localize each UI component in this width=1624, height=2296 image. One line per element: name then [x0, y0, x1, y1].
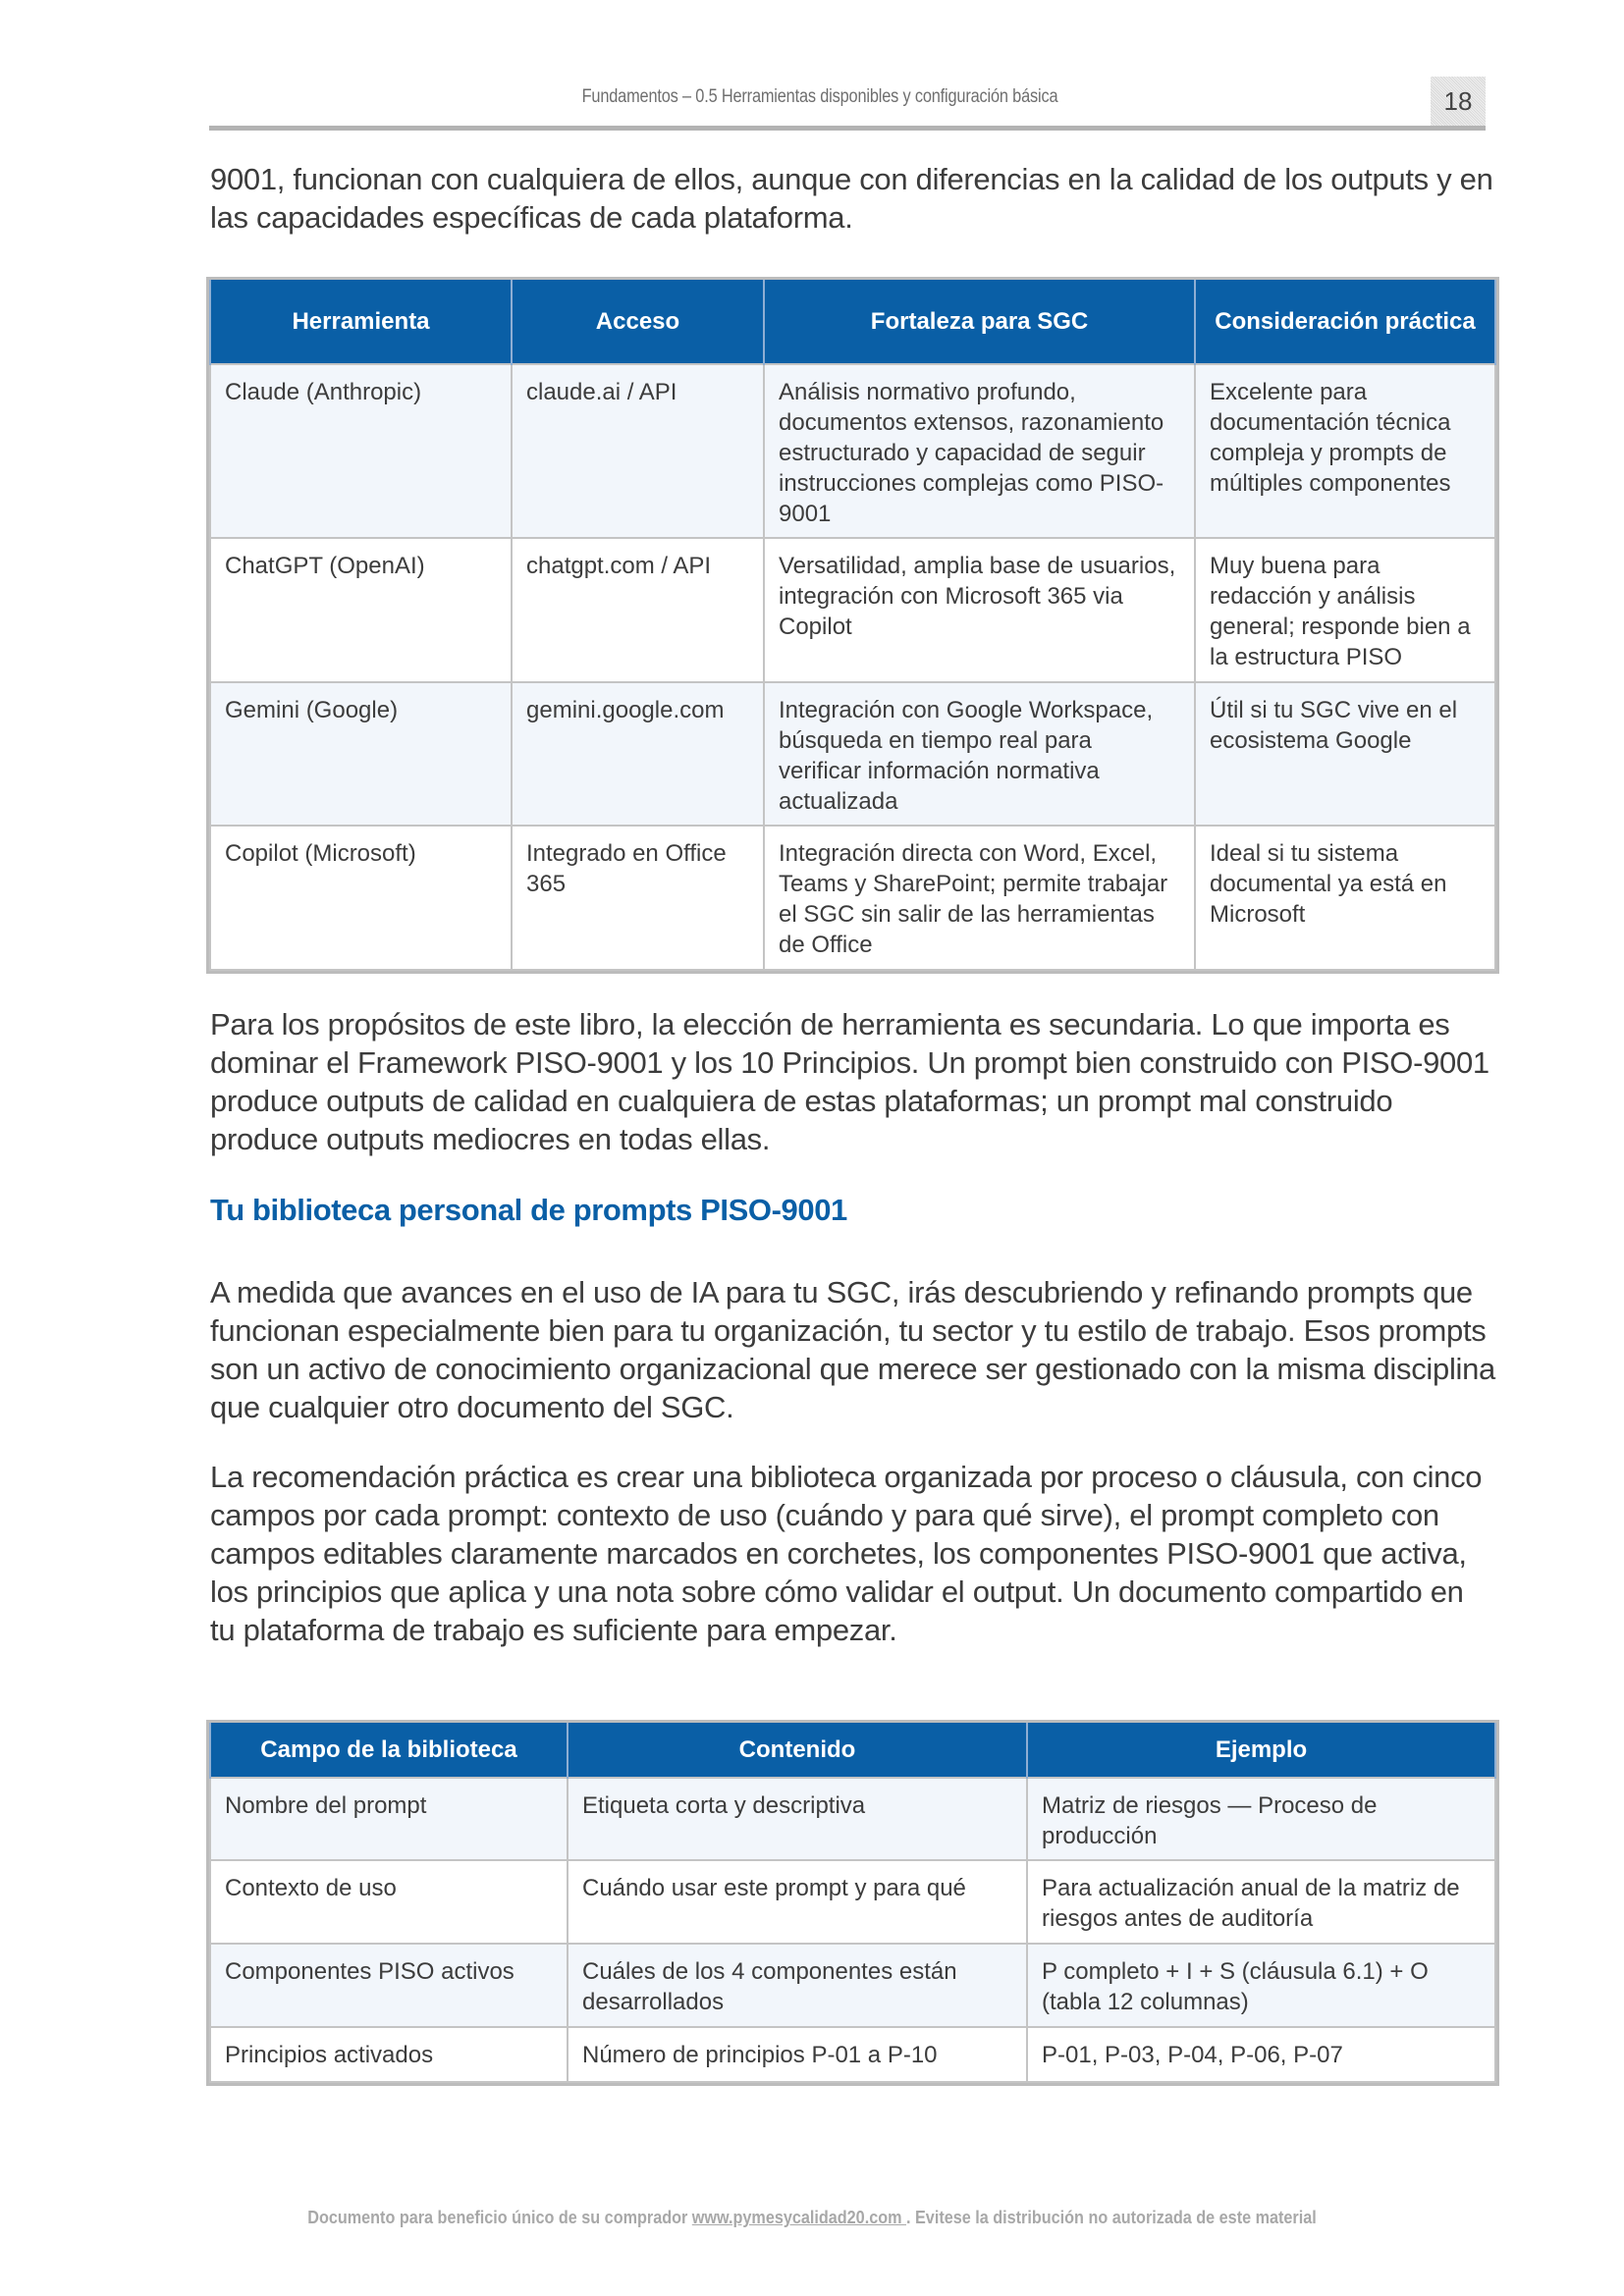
table-header-row [210, 280, 1495, 364]
paragraph-tool-choice: Para los propósitos de este libro, la elección de herramienta es secundaria. Lo que importa es dominar el Framework PISO-9001 y los 10 Principios. Un prompt bien construido con PISO-9001 produce outputs de calidad en cualquiera de estas plataformas; un prompt mal construido produce outputs mediocres en todas ellas. [210, 1007, 1489, 1156]
cell-strength: Versatilidad, amplia base de usuarios, integración con Microsoft 365 via Copilot [764, 538, 1195, 682]
column-header-ejemplo: Ejemplo [1027, 1723, 1495, 1778]
cell-tool: Gemini (Google) [210, 682, 512, 826]
cell-strength: Integración con Google Workspace, búsqueda en tiempo real para verificar información normativa actualizada [764, 682, 1195, 826]
header-divider [209, 126, 1486, 131]
cell-content: Etiqueta corta y descriptiva [568, 1778, 1027, 1860]
cell-field: Componentes PISO activos [210, 1944, 568, 2027]
column-header-campo: Campo de la biblioteca [210, 1723, 568, 1778]
table-row [210, 682, 1495, 826]
table-row [210, 2027, 1495, 2082]
page-number: 18 [1431, 77, 1486, 126]
running-header-title: Fundamentos – 0.5 Herramientas disponibles y configuración básica [581, 86, 1058, 107]
footer-prefix: Documento para beneficio único de su comprador [307, 2208, 692, 2227]
tools-comparison-table [209, 280, 1496, 971]
cell-strength: Análisis normativo profundo, documentos extensos, razonamiento estructurado y capacidad de seguir instrucciones complejas como PISO-9001 [764, 364, 1195, 538]
column-header-consideracion: Consideración práctica [1195, 280, 1495, 364]
section-heading: Tu biblioteca personal de prompts PISO-9001 [210, 1193, 847, 1227]
column-header-herramienta: Herramienta [210, 280, 512, 364]
table-row [210, 826, 1495, 970]
library-fields-table [209, 1723, 1496, 2083]
cell-content: Cuándo usar este prompt y para qué [568, 1860, 1027, 1944]
cell-access: chatgpt.com / API [512, 538, 764, 682]
footer-website-link[interactable]: www.pymesycalidad20.com [691, 2208, 907, 2227]
paragraph-prompt-library: A medida que avances en el uso de IA para tu SGC, irás descubriendo y refinando prompts que funcionan especialmente bien para tu organización, tu sector y tu estilo de trabajo. Esos prompts son un activo de conocimiento organizacional que merece ser gestionado con la misma disciplina que cualquier otro documento del SGC. [210, 1275, 1495, 1424]
cell-example: P completo + I + S (cláusula 6.1) + O (tabla 12 columnas) [1027, 1944, 1495, 2027]
cell-content: Cuáles de los 4 componentes están desarrollados [568, 1944, 1027, 2027]
cell-content: Número de principios P-01 a P-10 [568, 2027, 1027, 2082]
table-row [210, 1860, 1495, 1944]
paragraph-recommendation: La recomendación práctica es crear una biblioteca organizada por proceso o cláusula, con cinco campos por cada prompt: contexto de uso (cuándo y para qué sirve), el prompt completo con campos editables claramente marcados en corchetes, los componentes PISO-9001 que activa, los principios que aplica y una nota sobre cómo validar el output. Un documento compartido en tu plataforma de trabajo es suficiente para empezar. [210, 1460, 1483, 1647]
cell-access: gemini.google.com [512, 682, 764, 826]
cell-field: Principios activados [210, 2027, 568, 2082]
column-header-acceso: Acceso [512, 280, 764, 364]
cell-field: Contexto de uso [210, 1860, 568, 1944]
cell-field: Nombre del prompt [210, 1778, 568, 1860]
column-header-contenido: Contenido [568, 1723, 1027, 1778]
column-header-fortaleza: Fortaleza para SGC [764, 280, 1195, 364]
table-row [210, 1778, 1495, 1860]
cell-tool: Claude (Anthropic) [210, 364, 512, 538]
table-row [210, 364, 1495, 538]
footer-notice [81, 2208, 1543, 2228]
cell-consideration: Ideal si tu sistema documental ya está en Microsoft [1195, 826, 1495, 970]
intro-paragraph: 9001, funcionan con cualquiera de ellos, aunque con diferencias en la calidad de los outputs y en las capacidades específicas de cada plataforma. [210, 162, 1493, 235]
table-row [210, 538, 1495, 682]
table-row [210, 1944, 1495, 2027]
cell-tool: ChatGPT (OpenAI) [210, 538, 512, 682]
cell-access: claude.ai / API [512, 364, 764, 538]
cell-example: Matriz de riesgos — Proceso de producción [1027, 1778, 1495, 1860]
table-header-row [210, 1723, 1495, 1778]
cell-tool: Copilot (Microsoft) [210, 826, 512, 970]
cell-consideration: Excelente para documentación técnica compleja y prompts de múltiples componentes [1195, 364, 1495, 538]
cell-strength: Integración directa con Word, Excel, Teams y SharePoint; permite trabajar el SGC sin salir de las herramientas de Office [764, 826, 1195, 970]
cell-consideration: Muy buena para redacción y análisis general; responde bien a la estructura PISO [1195, 538, 1495, 682]
cell-example: Para actualización anual de la matriz de riesgos antes de auditoría [1027, 1860, 1495, 1944]
cell-access: Integrado en Office 365 [512, 826, 764, 970]
cell-consideration: Útil si tu SGC vive en el ecosistema Google [1195, 682, 1495, 826]
footer-suffix: . Evitese la distribución no autorizada de este material [906, 2208, 1317, 2227]
cell-example: P-01, P-03, P-04, P-06, P-07 [1027, 2027, 1495, 2082]
